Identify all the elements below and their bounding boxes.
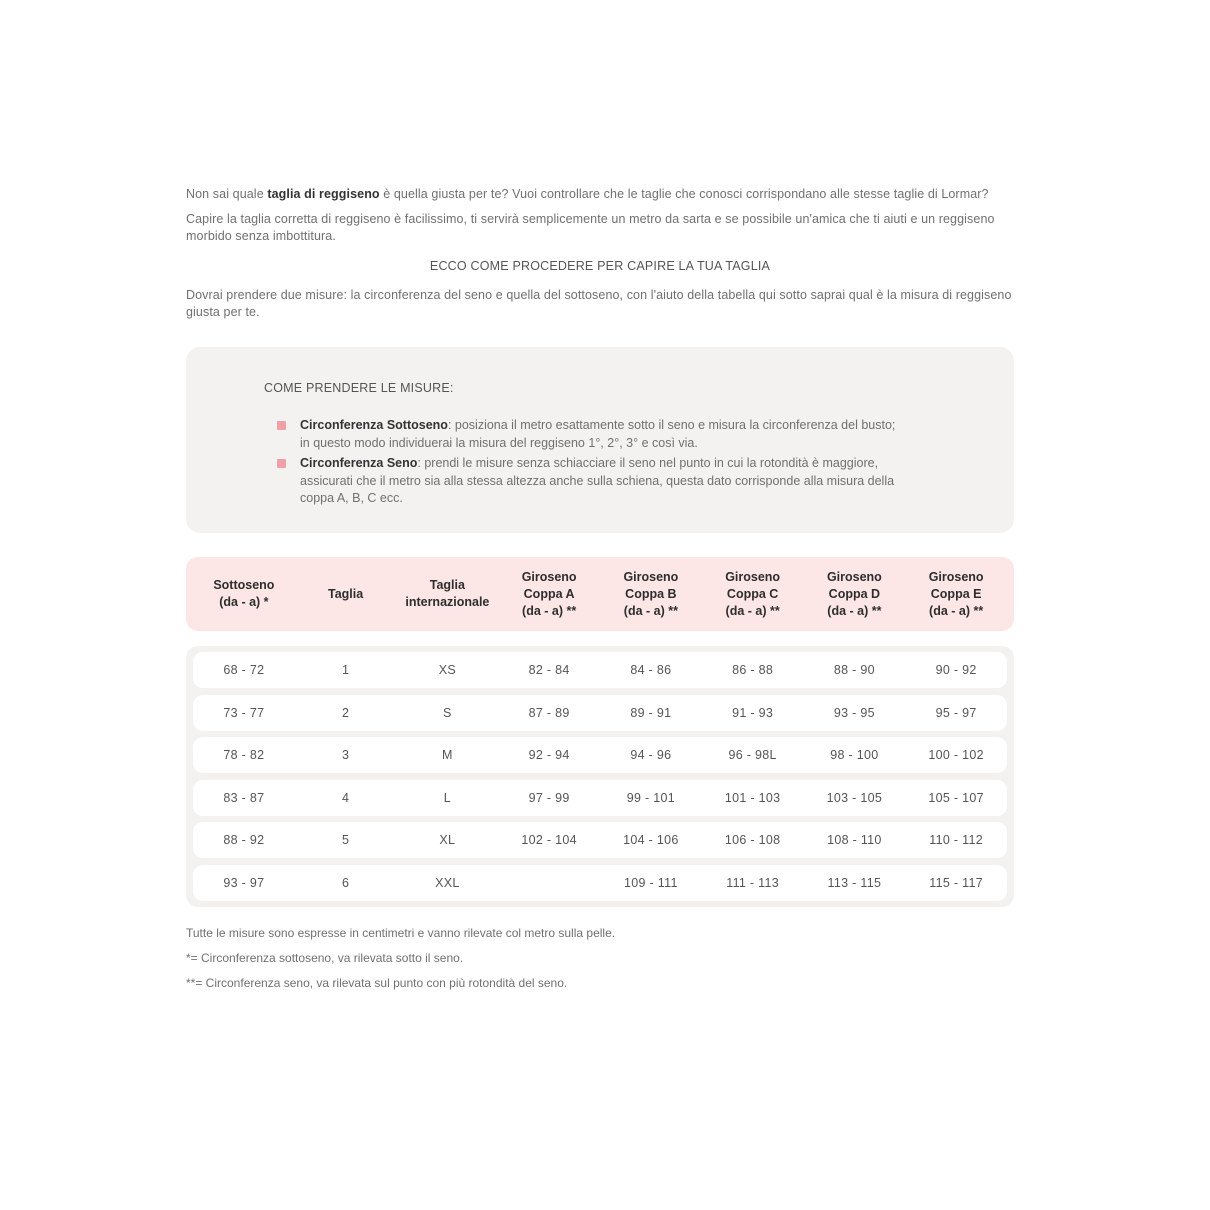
table-cell: 93 - 97 [223,875,265,890]
table-cell: 6 [341,875,350,890]
intro-bold-text: taglia di reggiseno [267,187,380,201]
table-cell: 109 - 111 [624,875,678,890]
table-cell: 88 - 90 [833,663,875,677]
measure-item-text: : posiziona il metro esattamente sotto il seno e misura la circonferenza del busto; in questo modo individuerai la misura del reggiseno 1°, 2°, 3° e così via. [300,418,896,450]
table-cell: 2 [341,705,350,720]
table-row [193,695,1007,731]
table-cell: 4 [341,790,350,805]
table-cell: 115 - 117 [929,875,983,890]
table-cell: 99 - 101 [626,790,676,805]
header-coppa-b: Giroseno Coppa B (da - a) ** [623,569,679,618]
header-taglia-internazionale: Taglia internazionale [405,578,490,609]
size-table-body [186,646,1014,907]
table-cell: 106 - 108 [724,833,781,847]
table-cell: M [442,748,453,762]
table-cell: 108 - 110 [827,833,882,847]
bullet-square-icon [277,421,286,430]
table-row [193,822,1007,858]
header-coppa-e: Giroseno Coppa E (da - a) ** [928,569,984,618]
table-cell: 102 - 104 [521,833,577,847]
footnote-bust: **= Circonferenza seno, va rilevata sul punto con più rotondità del seno. [186,975,568,990]
header-sottoseno: Sottoseno (da - a) * [213,578,275,609]
table-cell: L [443,790,451,805]
footnote-underbust: *= Circonferenza sottoseno, va rilevata sotto il seno. [186,950,464,965]
table-cell: 101 - 103 [724,790,781,805]
intro-paragraph-2: Capire la taglia corretta di reggiseno è facilissimo, ti servirà semplicemente un metro da sarta e se possibile un'amica che ti aiuti e un reggiseno morbido senza imbottitura. [186,212,995,243]
table-cell: XL [439,833,456,847]
table-cell: 90 - 92 [935,663,977,677]
table-cell: 84 - 86 [630,663,672,677]
intro-paragraph-3: Dovrai prendere due misure: la circonferenza del seno e quella del sottoseno, con l'aiuto della tabella qui sotto saprai qual è la misura di reggiseno giusta per te. [186,288,1012,319]
table-cell: 91 - 93 [732,705,774,720]
header-taglia: Taglia [328,586,364,601]
table-cell: 104 - 106 [623,833,679,847]
size-guide [186,186,1014,1000]
table-cell: 103 - 105 [826,790,883,805]
table-row [193,780,1007,816]
table-row [193,737,1007,773]
table-cell: 97 - 99 [528,790,570,805]
footnote-units: Tutte le misure sono espresse in centimetri e vanno rilevate col metro sulla pelle. [186,925,616,940]
table-cell: 110 - 112 [929,833,983,847]
measure-item-underbust [264,417,904,452]
table-cell: 88 - 92 [223,833,265,847]
table-cell: 111 - 113 [726,875,779,890]
procedure-heading: ECCO COME PROCEDERE PER CAPIRE LA TUA TAGLIA [429,259,771,273]
table-cell: S [443,705,452,720]
table-row [193,865,1007,901]
table-cell: 68 - 72 [223,663,265,677]
table-cell: XS [438,663,457,677]
measure-item-label: Circonferenza Seno [300,456,418,470]
measure-item-text: : prendi le misure senza schiacciare il seno nel punto in cui la rotondità è maggiore, assicurati che il metro sia alla stessa altezza anche sulla schiena, questa dato corrisponde alla misura della coppa A, B, C ecc. [300,456,895,505]
table-row [193,652,1007,688]
table-cell: 78 - 82 [223,748,265,762]
measure-instructions-box [186,347,1014,533]
intro-text: è quella giusta per te? Vuoi controllare che le taglie che conosci corrispondano alle stesse taglie di Lormar? [379,187,989,201]
measure-item-bust [264,455,904,508]
measure-list [264,417,904,508]
table-cell: 5 [341,833,350,847]
table-cell: 93 - 95 [833,705,875,720]
header-coppa-c: Giroseno Coppa C (da - a) ** [725,569,781,618]
table-cell: 100 - 102 [928,748,984,762]
intro-paragraph-1 [186,186,1014,203]
table-cell: 89 - 91 [630,705,672,720]
table-cell: 92 - 94 [528,748,570,762]
bullet-square-icon [277,459,286,468]
table-cell: 95 - 97 [935,705,977,720]
footnotes [186,925,1014,992]
header-coppa-a: Giroseno Coppa A (da - a) ** [521,569,577,618]
table-cell: 87 - 89 [528,705,570,720]
measure-item-label: Circonferenza Sottoseno [300,418,448,432]
size-table-header [186,557,1014,631]
table-cell: 1 [341,663,350,677]
table-cell: 94 - 96 [630,748,672,762]
table-cell: 82 - 84 [528,663,570,677]
table-cell: 83 - 87 [223,790,265,805]
intro-text: Non sai quale [186,187,268,201]
table-cell: 73 - 77 [223,705,265,720]
table-cell: 105 - 107 [928,790,984,805]
table-cell: 96 - 98L [728,748,777,762]
table-cell: 86 - 88 [732,663,774,677]
table-cell: 113 - 115 [827,875,882,890]
table-cell: XXL [435,875,460,890]
table-cell: 98 - 100 [830,748,879,762]
measure-title: COME PRENDERE LE MISURE: [264,381,454,395]
header-coppa-d: Giroseno Coppa D (da - a) ** [826,569,882,618]
table-cell: 3 [341,748,350,762]
